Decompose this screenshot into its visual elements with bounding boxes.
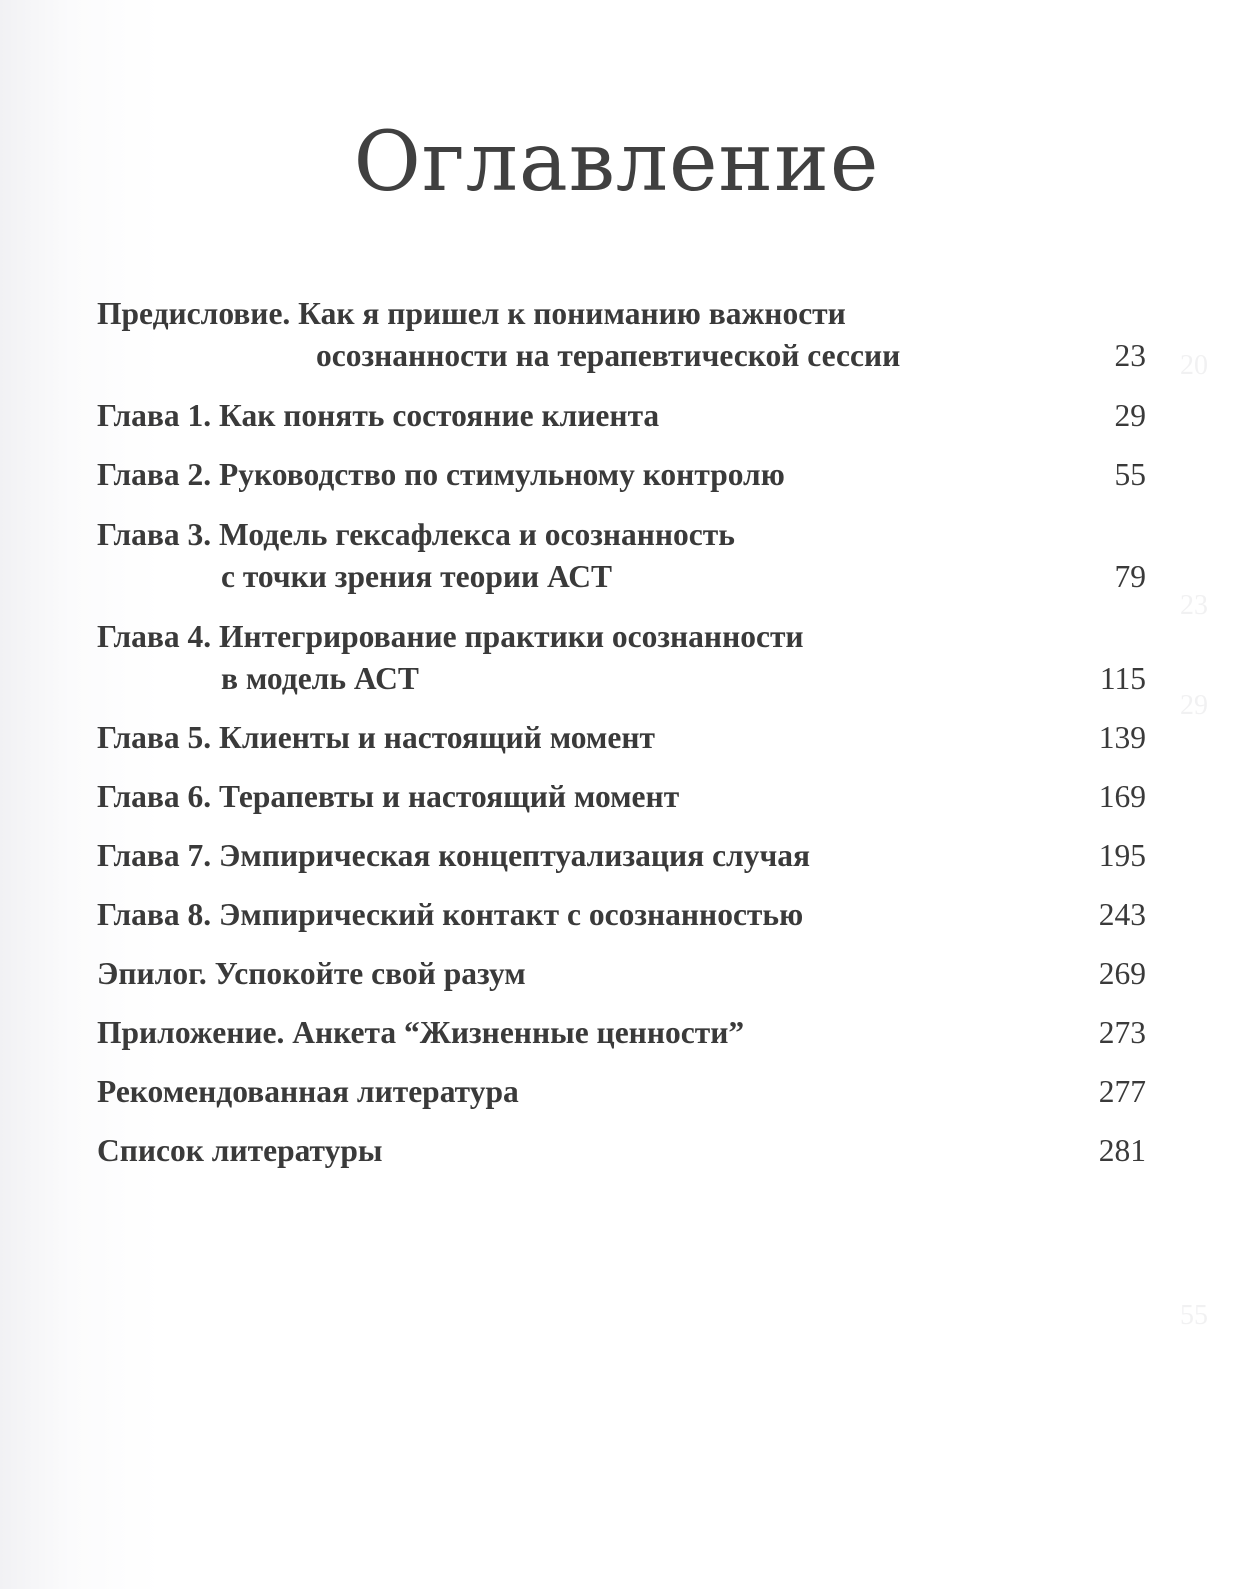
toc-page-number: 29 (1114, 398, 1146, 433)
toc-entry-references (97, 1130, 1146, 1172)
toc-page-number: 139 (1098, 720, 1146, 755)
toc-entry-chapter-2 (97, 454, 1146, 496)
toc-entry-title-line: Список литературы (97, 1133, 383, 1168)
toc-entry-chapter-6 (97, 776, 1146, 818)
toc-page-number: 273 (1098, 1015, 1146, 1050)
toc-entry-chapter-8 (97, 894, 1146, 936)
toc-page-number: 243 (1098, 897, 1146, 932)
toc-entry-title-line: в модель АСТ (221, 661, 419, 696)
bleed-through-mark: 55 (1180, 1300, 1208, 1331)
page-title: Оглавление (353, 114, 880, 210)
toc-entry-title-line: Рекомендованная литература (97, 1074, 519, 1109)
toc-entry-title-line: Глава 3. Модель гексафлекса и осознанность (97, 517, 735, 552)
toc-page-number: 169 (1098, 779, 1146, 814)
toc-entry-chapter-5 (97, 717, 1146, 759)
toc-entry-epilogue (97, 953, 1146, 995)
toc-entry-title-line: Эпилог. Успокойте свой разум (97, 956, 526, 991)
toc-entry-chapter-1 (97, 395, 1146, 437)
toc-page-number: 281 (1098, 1133, 1146, 1168)
toc-page-number: 23 (1114, 338, 1146, 373)
bleed-through-mark: 23 (1180, 590, 1208, 621)
toc-entry-title-line: Глава 6. Терапевты и настоящий момент (97, 779, 680, 814)
toc-entry-title-line: Глава 8. Эмпирический контакт с осознанностью (97, 897, 804, 932)
toc-page-number: 269 (1098, 956, 1146, 991)
toc-page-number: 195 (1098, 838, 1146, 873)
toc-entry-chapter-3 (97, 514, 1146, 598)
toc-entry-title-line: Глава 5. Клиенты и настоящий момент (97, 720, 655, 755)
toc-entry-preface (97, 293, 1146, 377)
toc-entry-title-line: с точки зрения теории АСТ (221, 559, 612, 594)
toc-entry-title-line: Глава 7. Эмпирическая концептуализация случая (97, 838, 811, 873)
toc-page-number: 55 (1114, 457, 1146, 492)
toc-entry-recommended-reading (97, 1071, 1146, 1113)
toc-entry-title-line: Глава 2. Руководство по стимульному контролю (97, 457, 785, 492)
toc-entry-title-line: Глава 4. Интегрирование практики осознанности (97, 619, 804, 654)
toc-entry-title-line: Глава 1. Как понять состояние клиента (97, 398, 660, 433)
toc-page-number: 115 (1099, 661, 1146, 696)
toc-page-number: 79 (1114, 559, 1146, 594)
bleed-through-mark: 20 (1180, 350, 1208, 381)
toc-page-number: 277 (1098, 1074, 1146, 1109)
toc-entry-title-line: осознанности на терапевтической сессии (316, 338, 901, 373)
toc-entry-appendix (97, 1012, 1146, 1054)
toc-entry-chapter-4 (97, 616, 1146, 700)
toc-entry-title-line: Приложение. Анкета “Жизненные ценности” (97, 1015, 745, 1050)
toc-entry-title-line: Предисловие. Как я пришел к пониманию важности (97, 296, 846, 331)
bleed-through-mark: 29 (1180, 690, 1208, 721)
toc-entry-chapter-7 (97, 835, 1146, 877)
